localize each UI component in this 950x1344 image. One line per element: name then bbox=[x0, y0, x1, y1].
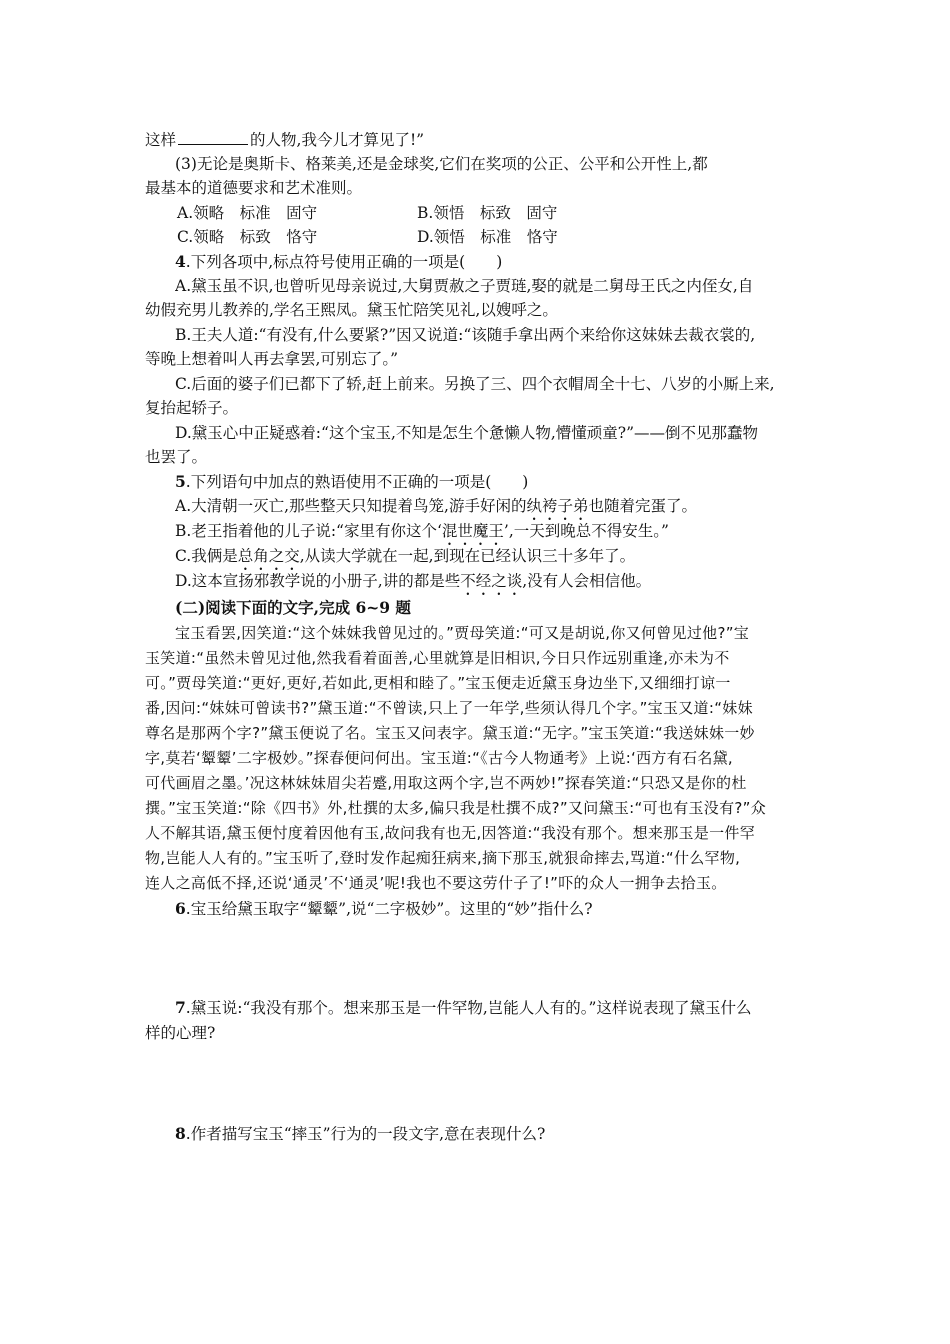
q5-option-b[interactable]: B.老王指着他的儿子说:“家里有你这个‘混世魔王’,一天到晚总不得安生。” bbox=[175, 522, 669, 540]
q6-answer-area[interactable] bbox=[145, 925, 810, 995]
q4-option-c[interactable]: C.后面的婆子们已都下了轿,赶上前来。另换了三、四个衣帽周全十七、八岁的小厮上来, bbox=[175, 375, 775, 393]
q8-number: 8 bbox=[175, 1124, 186, 1143]
dotted-idiom: 混世魔王 bbox=[441, 522, 504, 540]
dotted-idiom: 总角之交 bbox=[237, 547, 300, 565]
q5-option-a[interactable]: A.大清朝一灭亡,那些整天只知提着鸟笼,游手好闲的纨袴子弟也随着完蛋了。 bbox=[175, 497, 698, 515]
dotted-idiom: 纨袴子弟 bbox=[526, 497, 589, 515]
q4-option-b[interactable]: B.王夫人道:“有没有,什么要紧?”因又说道:“该随手拿出两个来给你这妹妹去裁衣裳的, bbox=[175, 326, 756, 344]
q7-stem: 7.黛玉说:“我没有那个。想来那玉是一件罕物,岂能人人有的。”这样说表现了黛玉什么 bbox=[175, 998, 752, 1017]
q4-option-c-cont: 复抬起轿子。 bbox=[145, 399, 239, 417]
q3-option-b[interactable]: B.领悟 标致 固守 bbox=[417, 204, 558, 222]
q6-stem: 6.宝玉给黛玉取字“颦颦”,说“二字极妙”。这里的“妙”指什么? bbox=[175, 899, 593, 918]
passage-line: 尊名是那两个字?”黛玉便说了名。宝玉又问表字。黛玉道:“无字。”宝玉笑道:“我送妹妹一妙 bbox=[145, 724, 755, 742]
q4-option-a-cont: 幼假充男儿教养的,学名王熙凤。黛玉忙陪笑见礼,以嫂呼之。 bbox=[145, 301, 558, 319]
q5-option-c[interactable]: C.我俩是总角之交,从读大学就在一起,到现在已经认识三十多年了。 bbox=[175, 547, 636, 565]
passage-line: 物,岂能人人有的。”宝玉听了,登时发作起痴狂病来,摘下那玉,就狠命摔去,骂道:“什么罕物, bbox=[145, 849, 741, 867]
q4-option-d-cont: 也罢了。 bbox=[145, 448, 208, 466]
passage-line: 番,因问:“妹妹可曾读书?”黛玉道:“不曾读,只上了一年学,些须认得几个字。”宝玉又道:“妹妹 bbox=[145, 699, 753, 717]
passage-line: 字,莫若‘颦颦’二字极妙。”探春便问何出。宝玉道:“《古今人物通考》上说:‘西方有石名黛, bbox=[145, 749, 733, 767]
passage-line: 人不解其语,黛玉便忖度着因他有玉,故问我有也无,因答道:“我没有那个。想来那玉是一件罕 bbox=[145, 824, 756, 842]
q5-stem: 5.下列语句中加点的熟语使用不正确的一项是( ) bbox=[175, 472, 529, 491]
passage-line: 可代画眉之墨。’况这林妹妹眉尖若蹙,用取这两个字,岂不两妙!”探春笑道:“只恐又是你的杜 bbox=[145, 774, 747, 792]
q7-stem-cont: 样的心理? bbox=[145, 1024, 216, 1042]
passage-line: 玉笑道:“虽然未曾见过他,然我看着面善,心里就算是旧相识,今日只作远别重逢,亦未为不 bbox=[145, 649, 730, 667]
q5-number: 5 bbox=[175, 472, 186, 491]
q4-stem: 4.下列各项中,标点符号使用正确的一项是( ) bbox=[175, 252, 503, 271]
q4-option-b-cont: 等晚上想着叫人再去拿罢,可别忘了。” bbox=[145, 350, 399, 368]
section-heading: (二)阅读下面的文字,完成 6~9 题 bbox=[175, 598, 411, 617]
passage-line: 宝玉看罢,因笑道:“这个妹妹我曾见过的。”贾母笑道:“可又是胡说,你又何曾见过他?”宝 bbox=[175, 624, 750, 642]
q3-option-c[interactable]: C.领略 标致 恪守 bbox=[177, 228, 318, 246]
q3-option-a[interactable]: A.领略 标准 固守 bbox=[177, 204, 318, 222]
q7-answer-area[interactable] bbox=[145, 1050, 810, 1120]
q4-option-d[interactable]: D.黛玉心中正疑惑着:“这个宝玉,不知是怎生个惫懒人物,懵懂顽童?”——倒不见那蠢物 bbox=[175, 424, 759, 442]
q8-answer-area[interactable] bbox=[145, 1150, 810, 1250]
q3-item-cont: 最基本的道德要求和艺术准则。 bbox=[145, 179, 363, 197]
dotted-idiom: 不经之谈 bbox=[460, 572, 523, 590]
q2-continuation: 这样 的人物,我今儿才算见了!” bbox=[145, 131, 425, 149]
q6-number: 6 bbox=[175, 899, 186, 918]
q4-number: 4 bbox=[175, 252, 186, 271]
passage-line: 连人之高低不择,还说‘通灵’不‘通灵’呢!我也不要这劳什子了!”吓的众人一拥争去拾玉。 bbox=[145, 874, 727, 892]
answer-blank[interactable] bbox=[178, 130, 248, 145]
q7-number: 7 bbox=[175, 998, 186, 1017]
q5-option-d[interactable]: D.这本宣扬邪教学说的小册子,讲的都是些不经之谈,没有人会相信他。 bbox=[175, 572, 652, 590]
q3-option-d[interactable]: D.领悟 标准 恪守 bbox=[417, 228, 558, 246]
passage-line: 撰。”宝玉笑道:“除《四书》外,杜撰的太多,偏只我是杜撰不成?”又问黛玉:“可也有玉没有?”众 bbox=[145, 799, 767, 817]
q3-item: (3)无论是奥斯卡、格莱美,还是金球奖,它们在奖项的公正、公平和公开性上,都 bbox=[175, 155, 708, 173]
q8-stem: 8.作者描写宝玉“摔玉”行为的一段文字,意在表现什么? bbox=[175, 1124, 546, 1143]
passage-line: 可。”贾母笑道:“更好,更好,若如此,更相和睦了。”宝玉便走近黛玉身边坐下,又细细打谅一 bbox=[145, 674, 731, 692]
q4-option-a[interactable]: A.黛玉虽不识,也曾听见母亲说过,大舅贾赦之子贾琏,娶的就是二舅母王氏之内侄女,自 bbox=[175, 277, 754, 295]
